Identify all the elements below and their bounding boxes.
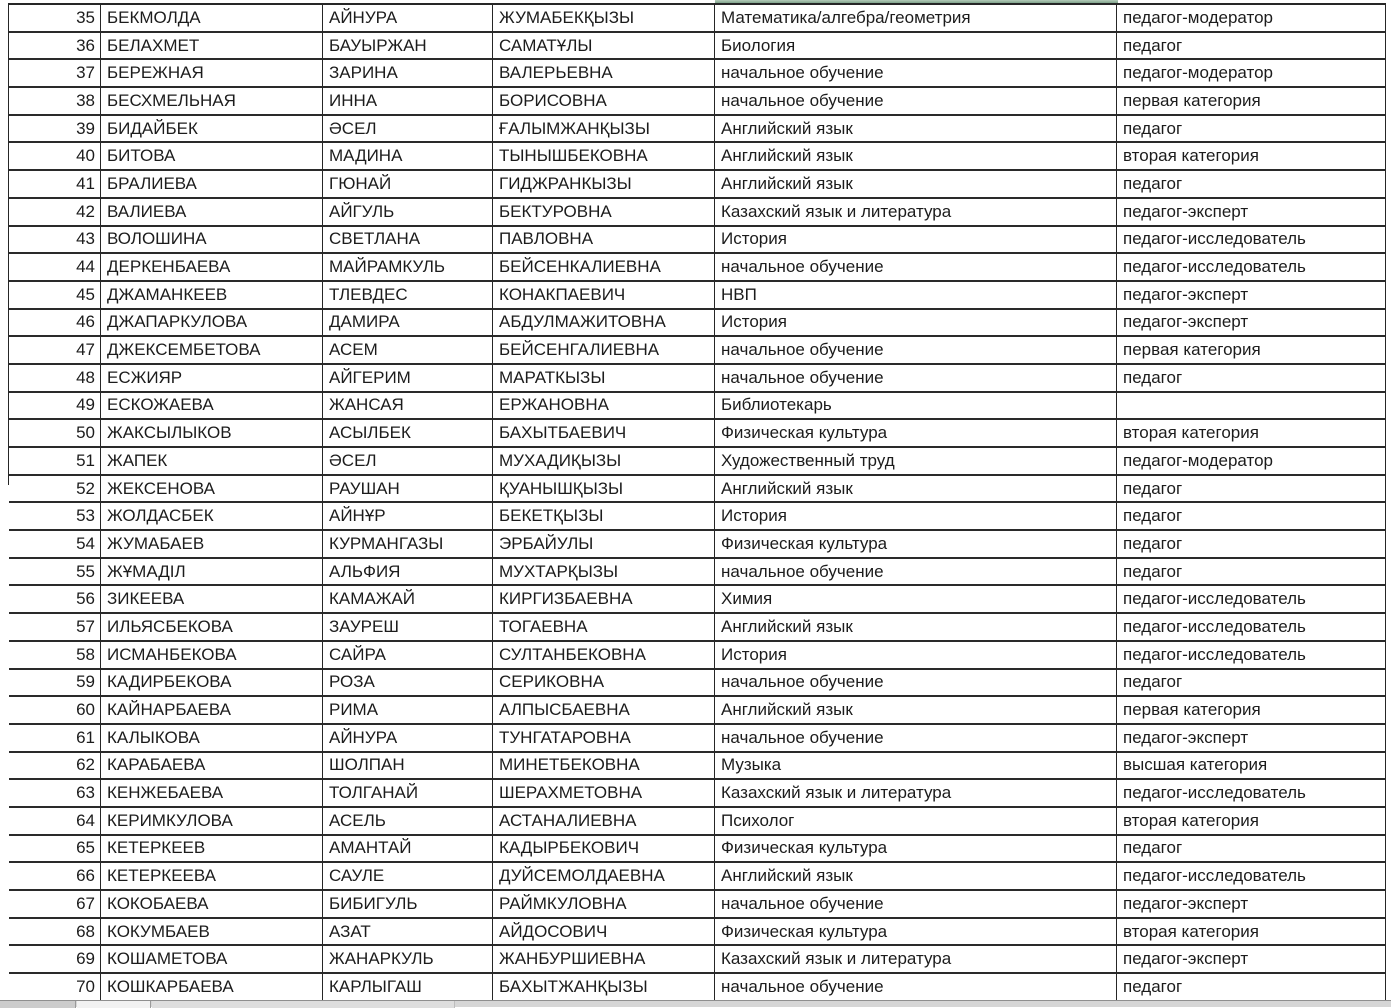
cell-surname[interactable]: ИЛЬЯСБЕКОВА [101, 614, 323, 642]
cell-row-number[interactable]: 58 [9, 642, 101, 670]
cell-subject[interactable]: начальное обучение [715, 254, 1117, 282]
cell-first-name[interactable]: БАУЫРЖАН [323, 33, 493, 61]
cell-row-number[interactable]: 49 [9, 393, 101, 421]
table-row [9, 337, 1386, 365]
cell-surname[interactable]: ЖУМАБАЕВ [101, 531, 323, 559]
cell-subject[interactable]: История [715, 503, 1117, 531]
cell-surname[interactable]: ДЕРКЕНБАЕВА [101, 254, 323, 282]
cell-surname[interactable]: КОШКАРБАЕВА [101, 974, 323, 1002]
cell-row-number[interactable]: 40 [9, 143, 101, 171]
cell-category[interactable]: педагог [1117, 171, 1386, 199]
cell-row-number[interactable]: 59 [9, 670, 101, 698]
cell-row-number[interactable]: 47 [9, 337, 101, 365]
cell-row-number[interactable]: 69 [9, 946, 101, 974]
cell-row-number[interactable]: 53 [9, 503, 101, 531]
cell-surname[interactable]: КЕТЕРКЕЕВА [101, 863, 323, 891]
cell-category[interactable]: педагог-эксперт [1117, 725, 1386, 753]
cell-patronymic[interactable]: РАЙМКУЛОВНА [493, 891, 715, 919]
cell-subject[interactable]: начальное обучение [715, 974, 1117, 1002]
table-row [9, 836, 1386, 864]
table-row [9, 254, 1386, 282]
cell-patronymic[interactable]: АСТАНАЛИЕВНА [493, 808, 715, 836]
table-row [9, 725, 1386, 753]
table-row [9, 60, 1386, 88]
cell-first-name[interactable]: БИБИГУЛЬ [323, 891, 493, 919]
cell-subject[interactable]: Казахский язык и литература [715, 946, 1117, 974]
cell-category[interactable]: педагог-эксперт [1117, 199, 1386, 227]
cell-category[interactable]: вторая категория [1117, 919, 1386, 947]
cell-first-name[interactable]: САУЛЕ [323, 863, 493, 891]
table-row [9, 448, 1386, 476]
cell-subject[interactable]: История [715, 227, 1117, 255]
cell-subject[interactable]: Казахский язык и литература [715, 199, 1117, 227]
table-row [9, 503, 1386, 531]
cell-category[interactable]: педагог [1117, 503, 1386, 531]
cell-patronymic[interactable]: ЭРБАЙУЛЫ [493, 531, 715, 559]
cell-patronymic[interactable]: ҒАЛЫМЖАНҚЫЗЫ [493, 116, 715, 144]
cell-subject[interactable]: Английский язык [715, 697, 1117, 725]
cell-first-name[interactable]: ИННА [323, 88, 493, 116]
cell-surname[interactable]: КАЛЫКОВА [101, 725, 323, 753]
table-row [9, 670, 1386, 698]
cell-subject[interactable]: начальное обучение [715, 88, 1117, 116]
cell-row-number[interactable]: 55 [9, 559, 101, 587]
cell-row-number[interactable]: 70 [9, 974, 101, 1002]
cell-patronymic[interactable]: КИРГИЗБАЕВНА [493, 586, 715, 614]
cell-row-number[interactable]: 64 [9, 808, 101, 836]
cell-first-name[interactable]: АМАНТАЙ [323, 836, 493, 864]
cell-category[interactable]: вторая категория [1117, 420, 1386, 448]
cell-subject[interactable]: Физическая культура [715, 836, 1117, 864]
cell-row-number[interactable]: 48 [9, 365, 101, 393]
table-row [9, 310, 1386, 338]
table-row [9, 531, 1386, 559]
cell-first-name[interactable]: АЙГЕРИМ [323, 365, 493, 393]
cell-subject[interactable]: начальное обучение [715, 670, 1117, 698]
cell-first-name[interactable]: АЛЬФИЯ [323, 559, 493, 587]
cell-patronymic[interactable]: БАХЫТЖАНҚЫЗЫ [493, 974, 715, 1002]
cell-row-number[interactable]: 36 [9, 33, 101, 61]
cell-first-name[interactable]: АЗАТ [323, 919, 493, 947]
table-row [9, 946, 1386, 974]
cell-first-name[interactable]: АЙГУЛЬ [323, 199, 493, 227]
cell-surname[interactable]: БЕЛАХМЕТ [101, 33, 323, 61]
cell-subject[interactable]: Физическая культура [715, 919, 1117, 947]
cell-subject[interactable]: Химия [715, 586, 1117, 614]
cell-category[interactable]: педагог [1117, 116, 1386, 144]
cell-patronymic[interactable]: ТЫНЫШБЕКОВНА [493, 143, 715, 171]
cell-first-name[interactable]: ӘСЕЛ [323, 116, 493, 144]
cell-patronymic[interactable]: МУХАДИҚЫЗЫ [493, 448, 715, 476]
cell-row-number[interactable]: 61 [9, 725, 101, 753]
cell-subject[interactable]: начальное обучение [715, 60, 1117, 88]
cell-row-number[interactable]: 57 [9, 614, 101, 642]
cell-subject[interactable]: Психолог [715, 808, 1117, 836]
cell-category[interactable]: вторая категория [1117, 143, 1386, 171]
cell-subject[interactable]: Физическая культура [715, 420, 1117, 448]
cell-row-number[interactable]: 56 [9, 586, 101, 614]
table-row [9, 863, 1386, 891]
cell-category[interactable]: высшая категория [1117, 753, 1386, 781]
cell-subject[interactable]: начальное обучение [715, 365, 1117, 393]
cell-row-number[interactable]: 51 [9, 448, 101, 476]
cell-row-number[interactable]: 43 [9, 227, 101, 255]
cell-row-number[interactable]: 68 [9, 919, 101, 947]
cell-category[interactable]: педагог [1117, 836, 1386, 864]
cell-category[interactable]: вторая категория [1117, 808, 1386, 836]
cell-subject[interactable]: Музыка [715, 753, 1117, 781]
cell-patronymic[interactable]: БЕКТУРОВНА [493, 199, 715, 227]
cell-surname[interactable]: ВАЛИЕВА [101, 199, 323, 227]
teachers-table [9, 3, 1386, 1002]
cell-first-name[interactable]: АЙНУРА [323, 5, 493, 33]
cell-surname[interactable]: БИТОВА [101, 143, 323, 171]
cell-first-name[interactable]: КУРМАНГАЗЫ [323, 531, 493, 559]
cell-surname[interactable]: КЕТЕРКЕЕВ [101, 836, 323, 864]
cell-subject[interactable]: начальное обучение [715, 891, 1117, 919]
cell-surname[interactable]: ДЖАПАРКУЛОВА [101, 310, 323, 338]
cell-subject[interactable]: Математика/алгебра/геометрия [715, 5, 1117, 33]
table-row [9, 586, 1386, 614]
cell-first-name[interactable]: ДАМИРА [323, 310, 493, 338]
table-row [9, 116, 1386, 144]
cell-surname[interactable]: ВОЛОШИНА [101, 227, 323, 255]
cell-first-name[interactable]: АСЕМ [323, 337, 493, 365]
cell-first-name[interactable]: РАУШАН [323, 476, 493, 504]
table-row [9, 88, 1386, 116]
cell-first-name[interactable]: ШОЛПАН [323, 753, 493, 781]
cell-subject[interactable]: Английский язык [715, 143, 1117, 171]
cell-surname[interactable]: ЕСКОЖАЕВА [101, 393, 323, 421]
cell-subject[interactable]: начальное обучение [715, 559, 1117, 587]
cell-first-name[interactable]: САЙРА [323, 642, 493, 670]
cell-row-number[interactable]: 41 [9, 171, 101, 199]
cell-first-name[interactable]: АСЫЛБЕК [323, 420, 493, 448]
cell-surname[interactable]: БИДАЙБЕК [101, 116, 323, 144]
cell-row-number[interactable]: 65 [9, 836, 101, 864]
cell-surname[interactable]: ЖОЛДАСБЕК [101, 503, 323, 531]
cell-subject[interactable]: Физическая культура [715, 531, 1117, 559]
table-row [9, 171, 1386, 199]
cell-surname[interactable]: ЖЕКСЕНОВА [101, 476, 323, 504]
table-row [9, 697, 1386, 725]
cell-surname[interactable]: КАРАБАЕВА [101, 753, 323, 781]
cell-patronymic[interactable]: ПАВЛОВНА [493, 227, 715, 255]
cell-category[interactable]: педагог [1117, 559, 1386, 587]
cell-patronymic[interactable]: ВАЛЕРЬЕВНА [493, 60, 715, 88]
table-row [9, 476, 1386, 504]
cell-patronymic[interactable]: БЕЙСЕНГАЛИЕВНА [493, 337, 715, 365]
cell-surname[interactable]: КАЙНАРБАЕВА [101, 697, 323, 725]
cell-category[interactable]: педагог-исследователь [1117, 780, 1386, 808]
cell-category[interactable]: первая категория [1117, 88, 1386, 116]
cell-row-number[interactable]: 62 [9, 753, 101, 781]
table-row [9, 614, 1386, 642]
cell-subject[interactable]: История [715, 642, 1117, 670]
cell-row-number[interactable]: 46 [9, 310, 101, 338]
cell-first-name[interactable]: ӘСЕЛ [323, 448, 493, 476]
table-row [9, 891, 1386, 919]
cell-first-name[interactable]: АЙНУРА [323, 725, 493, 753]
cell-category[interactable]: педагог [1117, 670, 1386, 698]
table-row [9, 365, 1386, 393]
cell-category[interactable]: педагог-эксперт [1117, 282, 1386, 310]
cell-category[interactable]: педагог [1117, 33, 1386, 61]
table-row [9, 780, 1386, 808]
cell-patronymic[interactable]: БОРИСОВНА [493, 88, 715, 116]
cell-patronymic[interactable]: ЖАНБУРШИЕВНА [493, 946, 715, 974]
cell-patronymic[interactable]: МАРАТКЫЗЫ [493, 365, 715, 393]
cell-surname[interactable]: ЕСЖИЯР [101, 365, 323, 393]
cell-category[interactable]: педагог [1117, 531, 1386, 559]
cell-category[interactable]: педагог-исследователь [1117, 863, 1386, 891]
cell-subject[interactable]: НВП [715, 282, 1117, 310]
cell-surname[interactable]: ЗИКЕЕВА [101, 586, 323, 614]
table-row [9, 808, 1386, 836]
cell-surname[interactable]: БЕКМОЛДА [101, 5, 323, 33]
cell-first-name[interactable]: МАДИНА [323, 143, 493, 171]
cell-subject[interactable]: Биология [715, 33, 1117, 61]
cell-row-number[interactable]: 39 [9, 116, 101, 144]
cell-subject[interactable]: начальное обучение [715, 725, 1117, 753]
cell-subject[interactable]: Английский язык [715, 863, 1117, 891]
cell-row-number[interactable]: 52 [9, 476, 101, 504]
table-row [9, 753, 1386, 781]
cell-surname[interactable]: ДЖАМАНКЕЕВ [101, 282, 323, 310]
cell-surname[interactable]: ЖҰМАДІЛ [101, 559, 323, 587]
cell-first-name[interactable]: КАМАЖАЙ [323, 586, 493, 614]
cell-category[interactable]: педагог [1117, 974, 1386, 1002]
cell-category[interactable]: педагог-исследователь [1117, 227, 1386, 255]
table-row [9, 559, 1386, 587]
cell-subject[interactable]: Казахский язык и литература [715, 780, 1117, 808]
cell-patronymic[interactable]: АБДУЛМАЖИТОВНА [493, 310, 715, 338]
cell-surname[interactable]: КОКУМБАЕВ [101, 919, 323, 947]
cell-category[interactable]: первая категория [1117, 337, 1386, 365]
cell-row-number[interactable]: 35 [9, 5, 101, 33]
cell-first-name[interactable]: АСЕЛЬ [323, 808, 493, 836]
cell-patronymic[interactable]: БЕКЕТҚЫЗЫ [493, 503, 715, 531]
cell-first-name[interactable]: ТЛЕВДЕС [323, 282, 493, 310]
cell-category[interactable]: педагог-эксперт [1117, 946, 1386, 974]
cell-patronymic[interactable]: ДУЙСЕМОЛДАЕВНА [493, 863, 715, 891]
cell-surname[interactable]: КЕНЖЕБАЕВА [101, 780, 323, 808]
cell-first-name[interactable]: ЖАНАРКУЛЬ [323, 946, 493, 974]
cell-row-number[interactable]: 60 [9, 697, 101, 725]
cell-patronymic[interactable]: САМАТҰЛЫ [493, 33, 715, 61]
cell-row-number[interactable]: 67 [9, 891, 101, 919]
cell-patronymic[interactable]: СУЛТАНБЕКОВНА [493, 642, 715, 670]
cell-surname[interactable]: КЕРИМКУЛОВА [101, 808, 323, 836]
cell-patronymic[interactable]: АЙДОСОВИЧ [493, 919, 715, 947]
cell-category[interactable]: педагог-исследователь [1117, 614, 1386, 642]
cell-patronymic[interactable]: ЕРЖАНОВНА [493, 393, 715, 421]
cell-surname[interactable]: КАДИРБЕКОВА [101, 670, 323, 698]
cell-surname[interactable]: КОКОБАЕВА [101, 891, 323, 919]
cell-patronymic[interactable]: ҚУАНЫШҚЫЗЫ [493, 476, 715, 504]
cell-category[interactable]: педагог-исследователь [1117, 642, 1386, 670]
cell-patronymic[interactable]: МУХТАРҚЫЗЫ [493, 559, 715, 587]
table-row [9, 199, 1386, 227]
cell-category[interactable]: педагог-исследователь [1117, 254, 1386, 282]
cell-subject[interactable]: начальное обучение [715, 337, 1117, 365]
cell-patronymic[interactable]: ТОГАЕВНА [493, 614, 715, 642]
cell-subject[interactable]: Библиотекарь [715, 393, 1117, 421]
table-row [9, 282, 1386, 310]
cell-surname[interactable]: БЕСХМЕЛЬНАЯ [101, 88, 323, 116]
cell-patronymic[interactable]: БАХЫТБАЕВИЧ [493, 420, 715, 448]
cell-category[interactable]: педагог-эксперт [1117, 891, 1386, 919]
cell-surname[interactable]: БЕРЕЖНАЯ [101, 60, 323, 88]
cell-first-name[interactable]: КАРЛЫГАШ [323, 974, 493, 1002]
cell-first-name[interactable]: МАЙРАМКУЛЬ [323, 254, 493, 282]
cell-row-number[interactable]: 37 [9, 60, 101, 88]
sheet-tab-bar [0, 1000, 1391, 1007]
cell-subject[interactable]: История [715, 310, 1117, 338]
table-row [9, 5, 1386, 33]
table-row [9, 33, 1386, 61]
cell-category[interactable]: педагог-модератор [1117, 60, 1386, 88]
cell-patronymic[interactable]: ЖУМАБЕКҚЫЗЫ [493, 5, 715, 33]
table-row [9, 143, 1386, 171]
cell-patronymic[interactable]: КАДЫРБЕКОВИЧ [493, 836, 715, 864]
table-row [9, 642, 1386, 670]
cell-row-number[interactable]: 54 [9, 531, 101, 559]
cell-patronymic[interactable]: КОНАКПАЕВИЧ [493, 282, 715, 310]
cell-patronymic[interactable]: АЛПЫСБАЕВНА [493, 697, 715, 725]
table-row [9, 393, 1386, 421]
cell-first-name[interactable]: ГЮНАЙ [323, 171, 493, 199]
cell-surname[interactable]: БРАЛИЕВА [101, 171, 323, 199]
cell-row-number[interactable]: 45 [9, 282, 101, 310]
cell-surname[interactable]: ЖАПЕК [101, 448, 323, 476]
cell-category[interactable] [1117, 393, 1386, 421]
cell-row-number[interactable]: 42 [9, 199, 101, 227]
cell-subject[interactable]: Художественный труд [715, 448, 1117, 476]
cell-patronymic[interactable]: ШЕРАХМЕТОВНА [493, 780, 715, 808]
cell-first-name[interactable]: РИМА [323, 697, 493, 725]
cell-surname[interactable]: КОШАМЕТОВА [101, 946, 323, 974]
cell-category[interactable]: педагог [1117, 476, 1386, 504]
cell-first-name[interactable]: ТОЛГАНАЙ [323, 780, 493, 808]
cell-surname[interactable]: ИСМАНБЕКОВА [101, 642, 323, 670]
cell-category[interactable]: педагог-модератор [1117, 448, 1386, 476]
cell-row-number[interactable]: 66 [9, 863, 101, 891]
cell-first-name[interactable]: АЙНҰР [323, 503, 493, 531]
cell-row-number[interactable]: 50 [9, 420, 101, 448]
cell-subject[interactable]: Английский язык [715, 116, 1117, 144]
cell-row-number[interactable]: 38 [9, 88, 101, 116]
cell-row-number[interactable]: 63 [9, 780, 101, 808]
cell-category[interactable]: педагог-эксперт [1117, 310, 1386, 338]
cell-row-number[interactable]: 44 [9, 254, 101, 282]
cell-first-name[interactable]: ЖАНСАЯ [323, 393, 493, 421]
cell-subject[interactable]: Английский язык [715, 614, 1117, 642]
cell-first-name[interactable]: ЗАУРЕШ [323, 614, 493, 642]
cell-subject[interactable]: Английский язык [715, 476, 1117, 504]
cell-category[interactable]: педагог [1117, 365, 1386, 393]
cell-surname[interactable]: ЖАКСЫЛЫКОВ [101, 420, 323, 448]
table-row [9, 974, 1386, 1002]
cell-patronymic[interactable]: ТУНГАТАРОВНА [493, 725, 715, 753]
cell-patronymic[interactable]: СЕРИКОВНА [493, 670, 715, 698]
cell-category[interactable]: педагог-исследователь [1117, 586, 1386, 614]
cell-category[interactable]: первая категория [1117, 697, 1386, 725]
cell-category[interactable]: педагог-модератор [1117, 5, 1386, 33]
cell-subject[interactable]: Английский язык [715, 171, 1117, 199]
cell-first-name[interactable]: ЗАРИНА [323, 60, 493, 88]
cell-patronymic[interactable]: МИНЕТБЕКОВНА [493, 753, 715, 781]
table-row [9, 919, 1386, 947]
cell-first-name[interactable]: РОЗА [323, 670, 493, 698]
cell-surname[interactable]: ДЖЕКСЕМБЕТОВА [101, 337, 323, 365]
table-row [9, 227, 1386, 255]
cell-first-name[interactable]: СВЕТЛАНА [323, 227, 493, 255]
cell-patronymic[interactable]: БЕЙСЕНКАЛИЕВНА [493, 254, 715, 282]
table-row [9, 420, 1386, 448]
cell-patronymic[interactable]: ГИДЖРАНКЫЗЫ [493, 171, 715, 199]
